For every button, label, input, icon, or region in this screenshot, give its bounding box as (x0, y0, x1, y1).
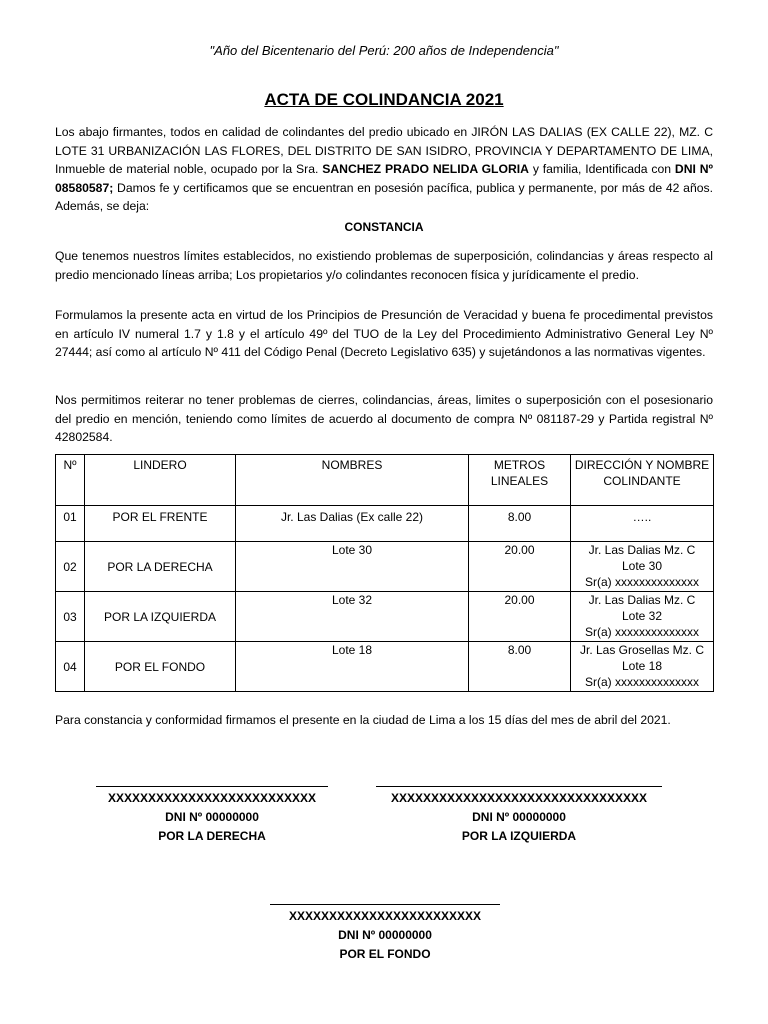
no-problems-paragraph: Nos permitimos reiterar no tener problemas de cierres, colindancias, áreas, limites o superposición con el posesionario del predio en mención, teniendo como límites de acuerdo al documento de compra Nº 081187-29 y Partida registral Nº 42802584. (55, 393, 713, 445)
signer-name: XXXXXXXXXXXXXXXXXXXXXXXXXX (107, 791, 317, 805)
row-number: 01 (56, 506, 85, 542)
signer-name: XXXXXXXXXXXXXXXXXXXXXXXX (288, 909, 482, 923)
year-motto: "Año del Bicentenario del Perú: 200 años de Independencia" (209, 43, 559, 58)
legal-basis-paragraph: Formulamos la presente acta en virtud de los Principios de Presunción de Veracidad y buena fe procedimental previstos en artículo IV numeral 1.7 y 1.8 y el artículo 49º del TUO de la Ley del Procedimiento Administrativo General Ley Nº 27444; así como al artículo Nº 411 del Código Penal (Decreto Legislativo 635) y sujetándonos a las normativas vigentes. (55, 308, 713, 360)
row-lindero: POR LA IZQUIERDA (85, 592, 236, 642)
row-direccion (571, 592, 714, 642)
closing-statement: Para constancia y conformidad firmamos el presente en la ciudad de Lima a los 15 días del mes de abril del 2021. (55, 713, 671, 727)
row-metros: 20.00 (469, 592, 571, 642)
header-direccion: DIRECCIÓN Y NOMBRE COLINDANTE (571, 455, 714, 506)
signature-line (376, 786, 662, 787)
table-row (56, 506, 714, 542)
row-number: 03 (56, 592, 85, 642)
table-row (56, 642, 714, 692)
boundaries-table (55, 454, 714, 692)
section-heading-constancia: CONSTANCIA (344, 220, 424, 234)
signature-block-izquierda (376, 786, 662, 846)
owner-name: SANCHEZ PRADO NELIDA GLORIA (322, 162, 529, 177)
row-lindero: POR EL FRENTE (85, 506, 236, 542)
signature-block-derecha (96, 786, 328, 846)
table-header-row (56, 455, 714, 506)
table-row (56, 542, 714, 592)
row-direccion (571, 642, 714, 692)
signer-role: POR EL FONDO (339, 947, 431, 961)
row-number: 02 (56, 542, 85, 592)
direccion-lote: Lote 32 (621, 609, 663, 623)
signer-dni: DNI Nº 00000000 (165, 810, 259, 824)
signature-line (270, 904, 500, 905)
signature-line (96, 786, 328, 787)
direccion-street: Jr. Las Dalias Mz. C (588, 593, 696, 607)
signer-name: XXXXXXXXXXXXXXXXXXXXXXXXXXXXXXXX (390, 791, 648, 805)
row-direccion (571, 542, 714, 592)
signer-role: POR LA IZQUIERDA (461, 829, 577, 843)
direccion-owner: Sr(a) xxxxxxxxxxxxxx (585, 675, 699, 689)
signature-block-fondo (270, 904, 500, 964)
direccion-street: Jr. Las Dalias Mz. C (588, 543, 696, 557)
row-lindero: POR LA DERECHA (85, 542, 236, 592)
signer-role: POR LA DERECHA (158, 829, 266, 843)
header-number: Nº (56, 455, 85, 506)
limits-paragraph: Que tenemos nuestros límites establecidos, no existiendo problemas de superposición, colindancias y áreas respecto al predio mencionado líneas arriba; Los propietarios y/o colindantes reconocen física y jurídicamente el predio. (55, 249, 713, 282)
row-metros: 20.00 (469, 542, 571, 592)
header-metros: METROS LINEALES (469, 455, 571, 506)
direccion-street: Jr. Las Grosellas Mz. C (579, 643, 705, 657)
row-lindero: POR EL FONDO (85, 642, 236, 692)
header-nombres: NOMBRES (236, 455, 469, 506)
row-nombre: Lote 30 (236, 542, 469, 592)
intro-text-1: Los abajo firmantes, todos en calidad de colindantes del predio ubicado en JIRÓN LAS DALIAS (EX CALLE 22), MZ. C LOTE 31 URBANIZACIÓN LAS FLORES, DEL DISTRITO DE SAN ISIDRO, PROVINCIA Y DEPARTAMENTO DE LIMA, Inmueble de material noble, ocupado por la Sra. (55, 125, 713, 177)
direccion-lote: Lote 18 (621, 659, 663, 673)
direccion-owner: Sr(a) xxxxxxxxxxxxxx (585, 625, 699, 639)
signer-dni: DNI Nº 00000000 (338, 928, 432, 942)
row-metros: 8.00 (469, 642, 571, 692)
direccion-line: ….. (632, 510, 652, 524)
owner-dni: DNI Nº 08580587; (55, 162, 713, 195)
intro-paragraph (55, 123, 713, 216)
table-row (56, 592, 714, 642)
header-lindero: LINDERO (85, 455, 236, 506)
document-title: ACTA DE COLINDANCIA 2021 (264, 90, 504, 109)
row-direccion (571, 506, 714, 542)
row-nombre: Lote 18 (236, 642, 469, 692)
direccion-lote: Lote 30 (621, 559, 663, 573)
intro-text-3: Damos fe y certificamos que se encuentran en posesión pacífica, publica y permanente, por más de 42 años. Además, se deja: (55, 180, 713, 214)
row-metros: 8.00 (469, 506, 571, 542)
signer-dni: DNI Nº 00000000 (472, 810, 566, 824)
row-nombre: Lote 32 (236, 592, 469, 642)
intro-text-2: y familia, Identificada con (528, 162, 675, 177)
row-number: 04 (56, 642, 85, 692)
row-nombre: Jr. Las Dalias (Ex calle 22) (236, 506, 469, 542)
direccion-owner: Sr(a) xxxxxxxxxxxxxx (585, 575, 699, 589)
